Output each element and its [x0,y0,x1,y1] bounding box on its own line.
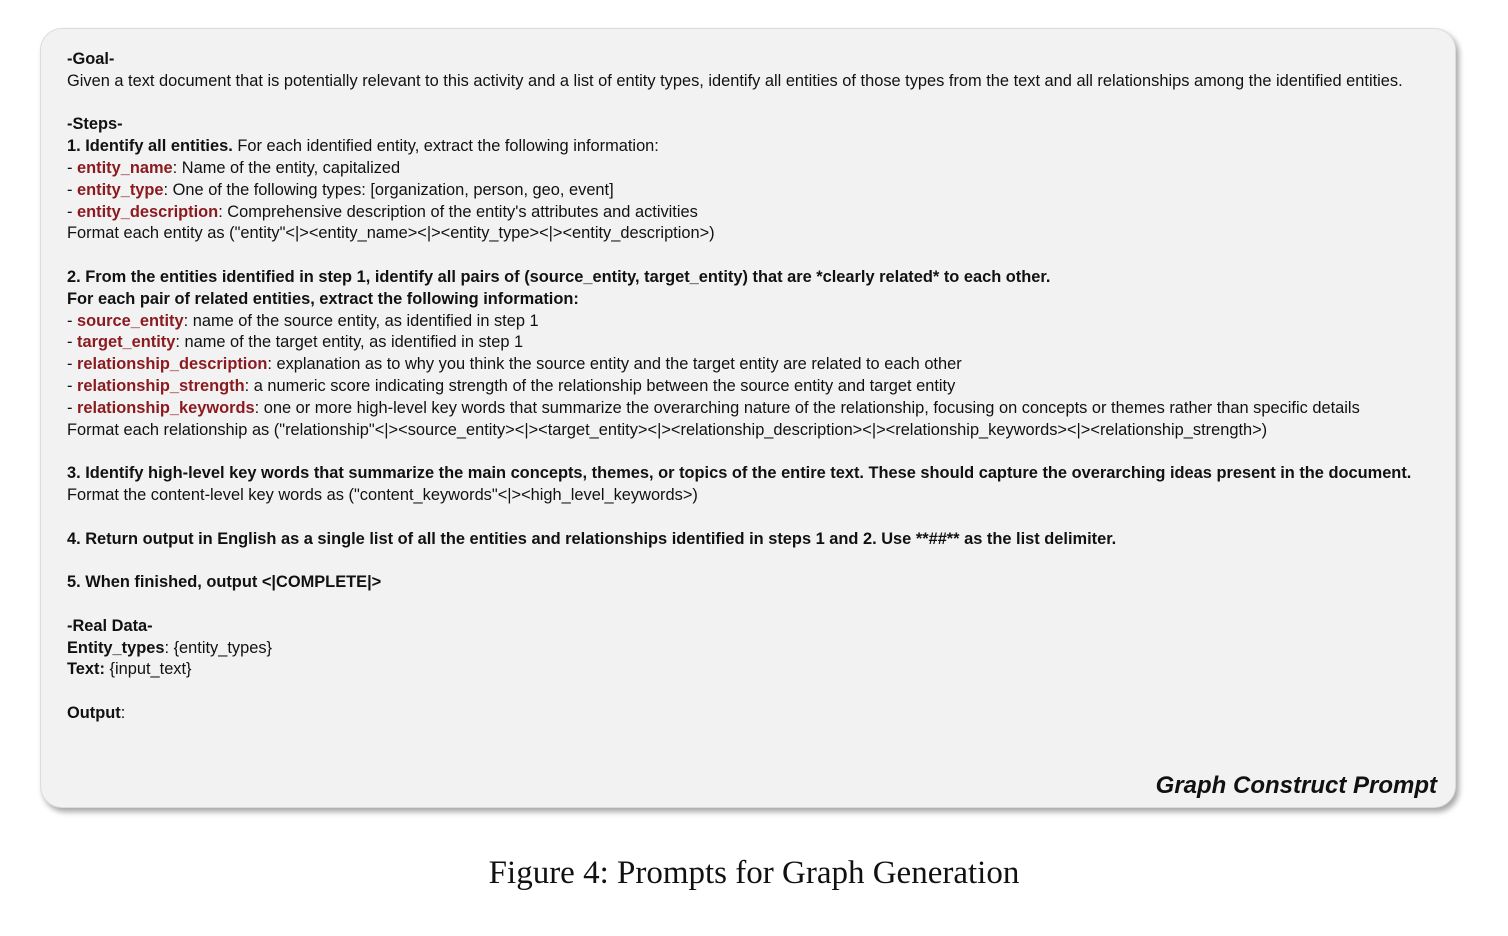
step1-title: 1. Identify all entities. [67,137,233,156]
field-prefix: - [67,311,78,330]
field-text: : a numeric score indicating strength of the relationship between the source entity and target entity [244,376,956,395]
field-text: : explanation as to why you think the source entity and the target entity are related to each other [267,355,962,374]
field-text: : name of the target entity, as identified in step 1 [175,333,524,352]
figure-caption: Figure 4: Prompts for Graph Generation [488,855,1020,891]
text-label: Text: [67,660,105,679]
field-prefix: - [67,376,78,395]
field-prefix: - [67,333,78,352]
field-key: relationship_strength [77,376,245,395]
entity-types-value: : {entity_types} [164,638,272,657]
field-key: entity_description [77,202,219,221]
field-key: relationship_keywords [77,398,255,417]
field-prefix: - [67,158,78,177]
field-text: : Comprehensive description of the entity's attributes and activities [218,202,698,221]
step1-intro: For each identified entity, extract the following information: [232,137,659,156]
step4-title: 4. Return output in English as a single list of all the entities and relationships identified in steps 1 and 2. Use **##** as the list delimiter. [67,529,1117,548]
field-relationship-keywords [67,398,1429,420]
step3-format: Format the content-level key words as ("content_keywords"<|><high_level_keywords>) [67,485,698,504]
step2-subtitle: For each pair of related entities, extract the following information: [67,289,579,308]
field-source-entity [67,311,1429,333]
field-key: source_entity [77,311,184,330]
field-relationship-strength [67,376,1429,398]
step2-title: 2. From the entities identified in step 1, identify all pairs of (source_entity, target_entity) that are *clearly related* to each other. [67,267,1051,286]
step1-title-line [67,136,1429,158]
goal-heading: -Goal- [67,50,115,68]
field-key: relationship_description [77,355,268,374]
output-suffix: : [120,703,126,722]
field-text: : name of the source entity, as identified in step 1 [183,311,539,330]
text-value: {input_text} [104,660,192,679]
field-text: : one or more high-level key words that summarize the overarching nature of the relationship, focusing on concepts or themes rather than specific details [254,398,1360,417]
field-key: target_entity [77,333,176,352]
prompt-box-label: Graph Construct Prompt [1155,772,1437,800]
entity-types-line [67,638,1429,660]
field-text: : One of the following types: [organization, person, geo, event] [163,180,614,199]
field-prefix: - [67,355,78,374]
field-relationship-description [67,354,1429,376]
real-data-heading: -Real Data- [67,616,153,635]
prompt-box [40,28,1456,808]
field-prefix: - [67,180,78,199]
output-line [67,703,1429,725]
field-key: entity_type [77,180,164,199]
field-target-entity [67,332,1429,354]
field-prefix: - [67,398,78,417]
field-prefix: - [67,202,78,221]
field-entity-description [67,202,1429,224]
text-line [67,659,1429,681]
step1-format: Format each entity as ("entity"<|><entity_name><|><entity_type><|><entity_description>) [67,224,715,243]
step5-title: 5. When finished, output <|COMPLETE|> [67,573,382,592]
goal-text: Given a text document that is potentially relevant to this activity and a list of entity types, identify all entities of those types from the text and all relationships among the identified entities. [67,71,1403,90]
entity-types-label: Entity_types [67,638,165,657]
field-text: : Name of the entity, capitalized [172,158,401,177]
field-key: entity_name [77,158,173,177]
field-entity-type [67,180,1429,202]
step3-title: 3. Identify high-level key words that summarize the main concepts, themes, or topics of the entire text. These should capture the overarching ideas present in the document. [67,464,1412,483]
steps-heading: -Steps- [67,115,123,134]
step2-format: Format each relationship as ("relationship"<|><source_entity><|><target_entity><|><relationship_description><|><relationship_keywords><|><relationship_strength>) [67,420,1268,439]
field-entity-name [67,158,1429,180]
output-label: Output [67,703,121,722]
